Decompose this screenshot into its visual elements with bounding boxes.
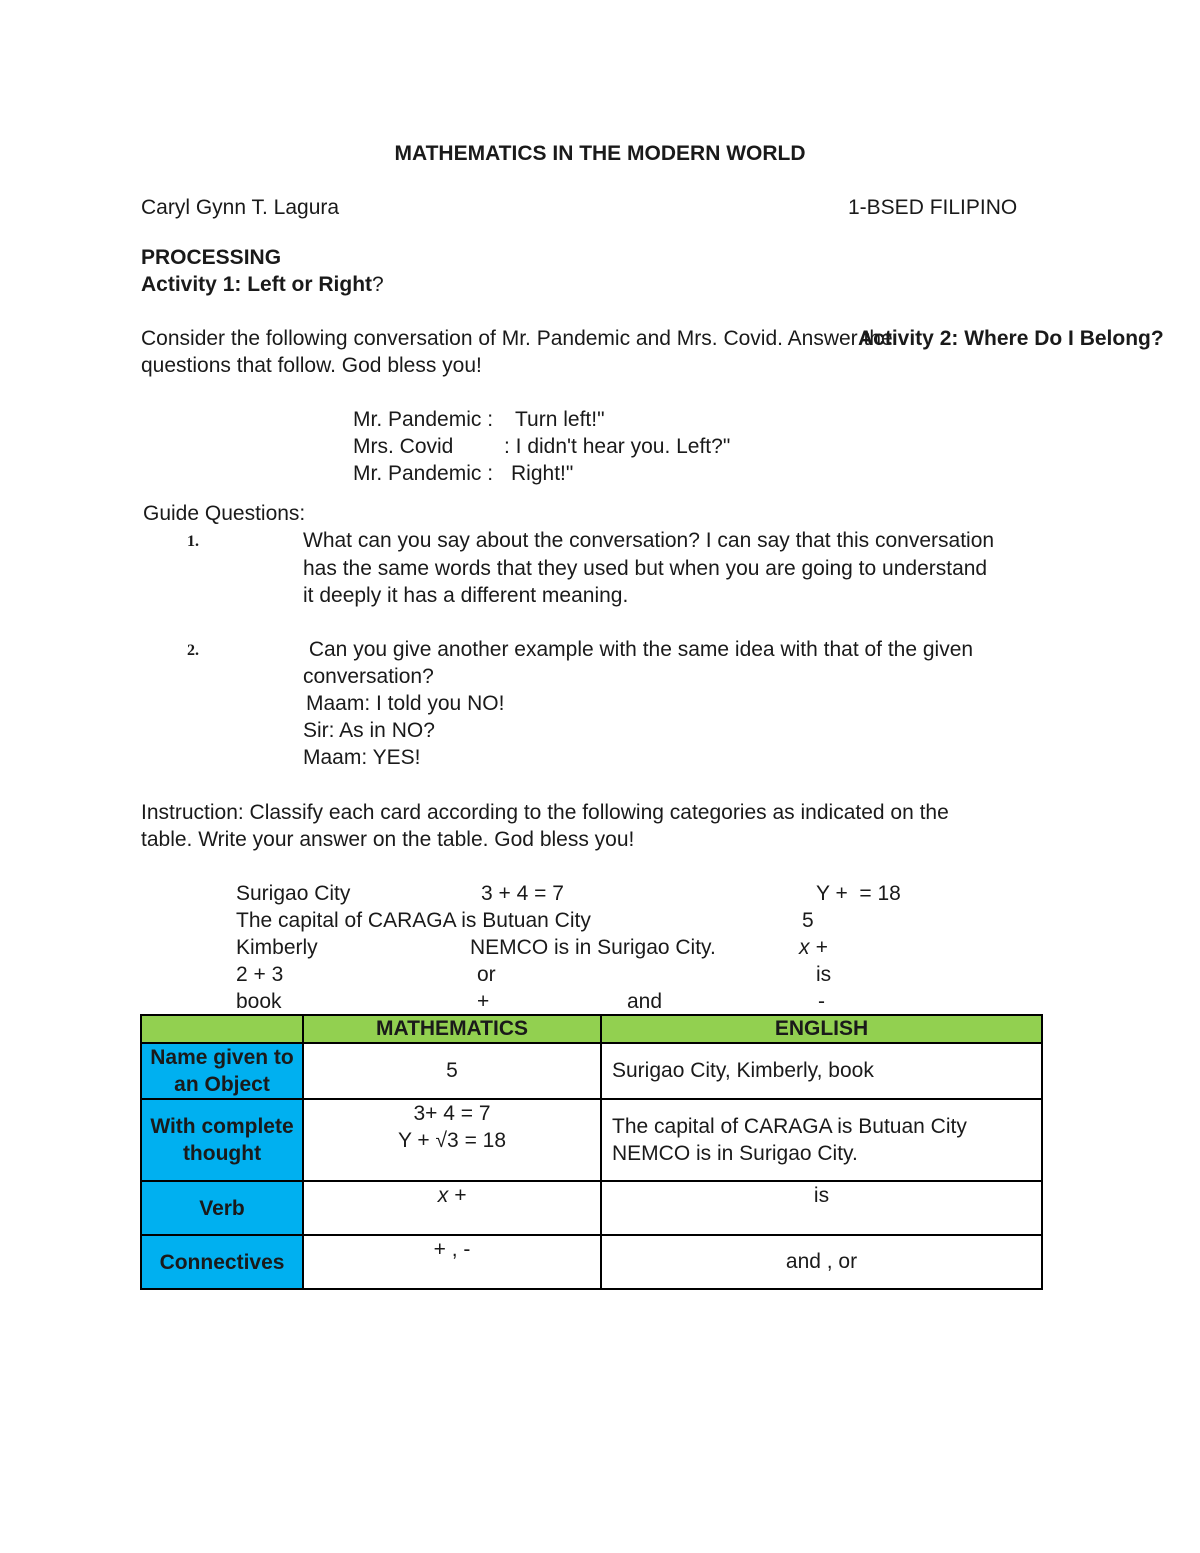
card-item: 2 + 3 <box>236 963 284 986</box>
question-1-line: it deeply it has a different meaning. <box>303 584 629 607</box>
row-label: Verb <box>141 1181 303 1235</box>
card-item: Kimberly <box>236 936 318 959</box>
math-cell <box>303 1099 601 1181</box>
activity1-intro-line1: Consider the following conversation of Mr. Pandemic and Mrs. Covid. Answer the <box>141 327 893 350</box>
dialogue-line: Right!" <box>511 462 574 485</box>
card-item: NEMCO is in Surigao City. <box>470 936 716 959</box>
card-item: 5 <box>802 909 814 932</box>
activity2-title: Activity 2: Where Do I Belong? <box>858 327 1164 350</box>
card-item: and <box>627 990 663 1013</box>
question-number: 1. <box>187 533 199 550</box>
math-cell-line: 3+ 4 = 7 <box>413 1102 491 1125</box>
activity1-title <box>141 271 384 298</box>
section-heading: PROCESSING <box>141 246 282 269</box>
card-item: - <box>818 990 825 1013</box>
card-item: 3 + 4 = 7 <box>481 882 564 905</box>
math-cell: + , - <box>303 1235 601 1289</box>
question-1-line: has the same words that they used but when you are going to understand <box>303 557 988 580</box>
math-cell-line: Y + √3 = 18 <box>397 1129 507 1152</box>
question-2-line: Sir: As in NO? <box>303 719 435 742</box>
card-item: The capital of CARAGA is Butuan City <box>236 909 591 932</box>
table-header-row <box>141 1015 1042 1043</box>
dialogue-line: Turn left!" <box>515 408 605 431</box>
table-row <box>141 1099 1042 1181</box>
math-cell: x + <box>303 1181 601 1235</box>
english-cell-line: The capital of CARAGA is Butuan City <box>612 1115 967 1138</box>
table-row <box>141 1043 1042 1099</box>
course-label: 1-BSED FILIPINO <box>848 196 1018 219</box>
table-row <box>141 1181 1042 1235</box>
card-item: Surigao City <box>236 882 351 905</box>
guide-questions-label: Guide Questions: <box>143 502 306 525</box>
activity1-intro-line2: questions that follow. God bless you! <box>141 354 482 377</box>
card-item: is <box>816 963 832 986</box>
english-cell: and , or <box>601 1235 1042 1289</box>
english-cell-line: NEMCO is in Surigao City. <box>612 1142 858 1165</box>
card-item: + <box>477 990 490 1013</box>
table-header-cell <box>141 1015 303 1043</box>
table-header-cell: MATHEMATICS <box>303 1015 601 1043</box>
activity1-title-text: Activity 1: Left or Right <box>141 273 373 296</box>
question-1-line: What can you say about the conversation? I can say that this conversation <box>303 529 995 552</box>
row-label: Name given to an Object <box>141 1043 303 1099</box>
table-header-cell: ENGLISH <box>601 1015 1042 1043</box>
question-number: 2. <box>187 642 199 659</box>
page-title: MATHEMATICS IN THE MODERN WORLD <box>394 142 806 165</box>
instruction-line1: Instruction: Classify each card according to the following categories as indicated on the <box>141 801 949 824</box>
row-label: With complete thought <box>141 1099 303 1181</box>
english-cell <box>601 1099 1042 1181</box>
math-cell: 5 <box>303 1043 601 1099</box>
instruction-line2: table. Write your answer on the table. God bless you! <box>141 828 635 851</box>
student-name: Caryl Gynn T. Lagura <box>141 196 340 219</box>
table-row <box>141 1235 1042 1289</box>
row-label: Connectives <box>141 1235 303 1289</box>
card-item: book <box>236 990 282 1013</box>
dialogue-line: : I didn't hear you. Left?" <box>504 435 731 458</box>
dialogue-speaker: Mrs. Covid <box>353 435 454 458</box>
activity1-title-suffix: ? <box>372 273 384 296</box>
english-cell: is <box>601 1181 1042 1235</box>
question-2-line: Maam: YES! <box>303 746 421 769</box>
english-cell: Surigao City, Kimberly, book <box>601 1043 1042 1099</box>
classification-table <box>140 1014 1043 1290</box>
card-item: or <box>477 963 496 986</box>
dialogue-speaker: Mr. Pandemic : <box>353 462 494 485</box>
question-2-line: conversation? <box>303 665 434 688</box>
dialogue-speaker: Mr. Pandemic : <box>353 408 494 431</box>
card-item: Y + = 18 <box>816 882 901 905</box>
card-item: x + <box>799 936 828 959</box>
question-2-line: Can you give another example with the same idea with that of the given <box>303 638 974 661</box>
question-2-line: Maam: I told you NO! <box>306 692 505 715</box>
